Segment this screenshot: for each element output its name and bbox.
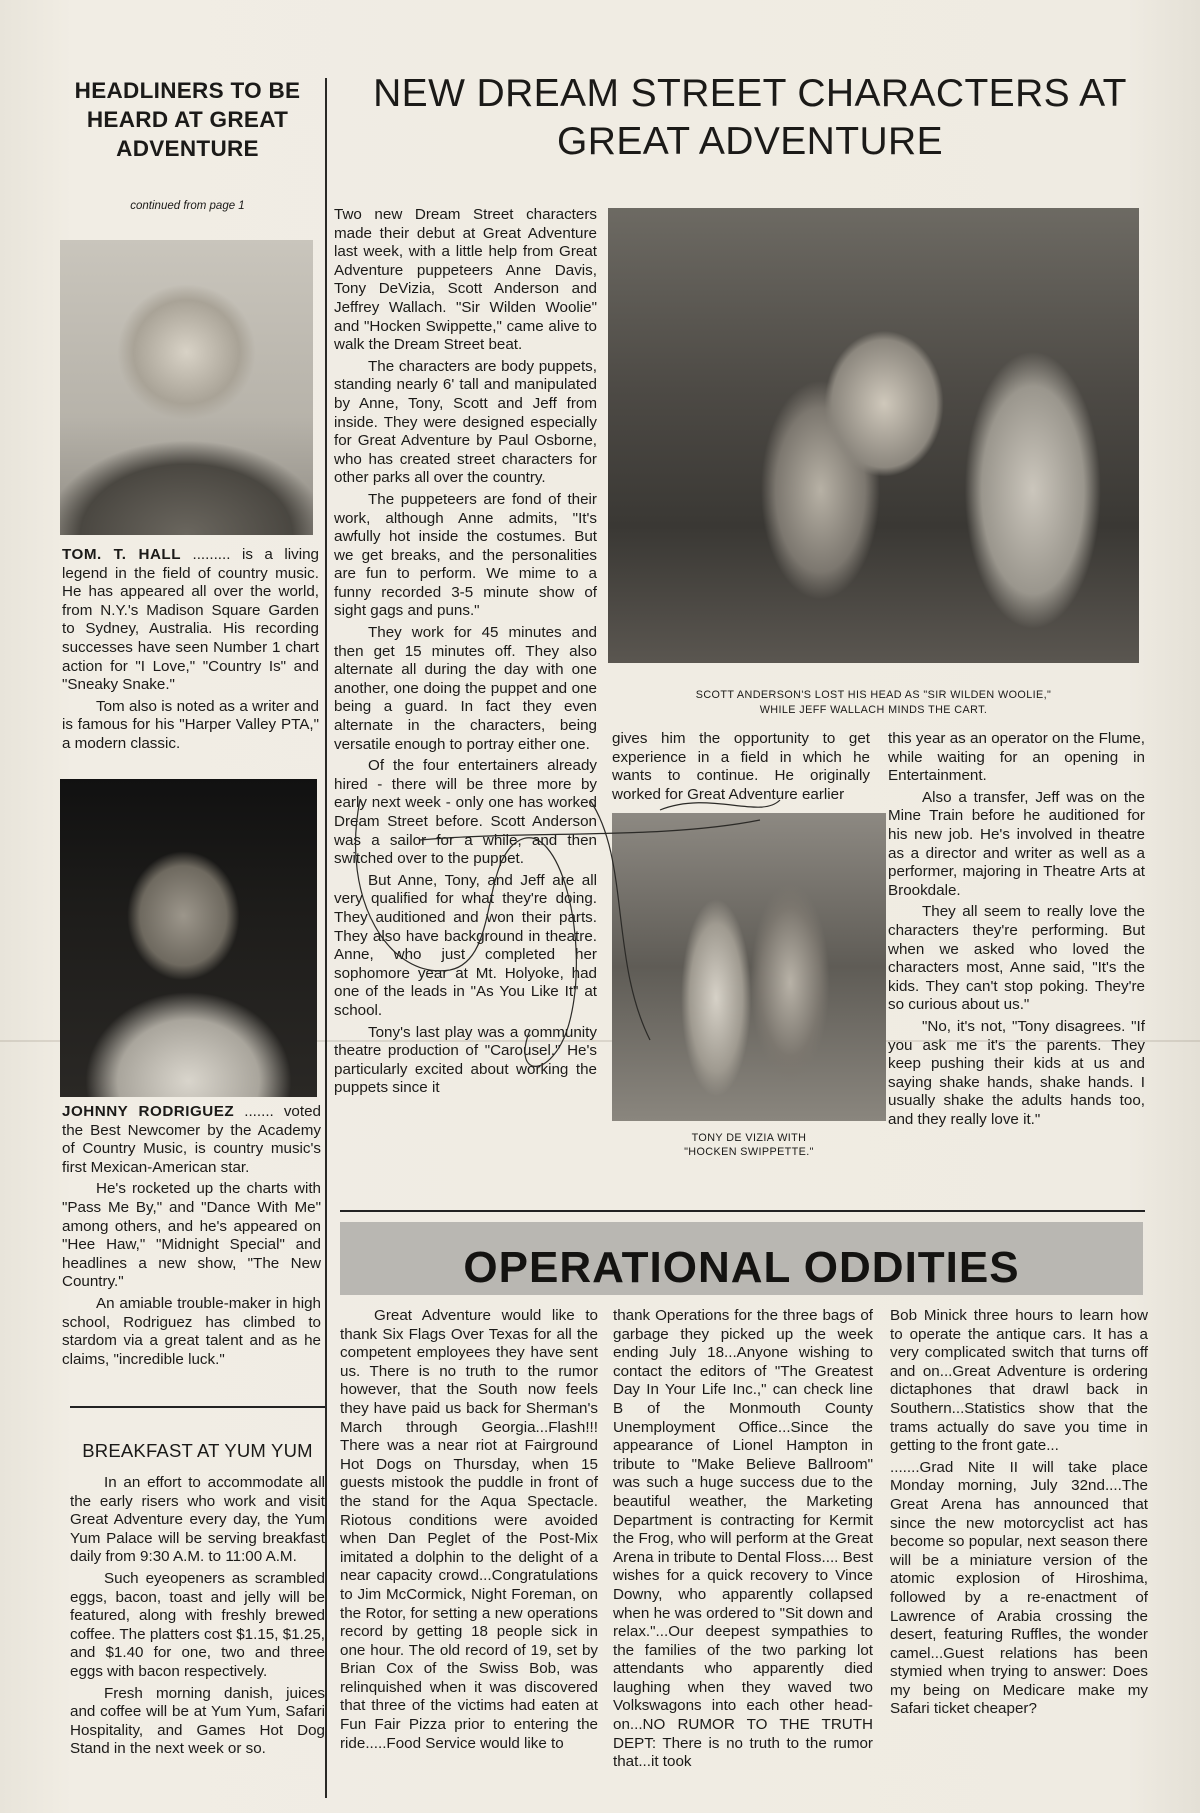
oddities-column-1 (340, 1307, 598, 1756)
breakfast-headline: BREAKFAST AT YUM YUM (82, 1440, 313, 1461)
dream-street-column-2 (612, 730, 870, 807)
dream-col3-paragraph-4: "No, it's not, "Tony disagrees. "If you ask me it's the parents. They keep pushing their kids at us and saying shake hands, shake hands. I usually shake the adults hands too, and they really love it." (888, 1017, 1145, 1128)
headliners-headline: HEADLINERS TO BE HEARD AT GREAT ADVENTURE (74, 78, 301, 161)
dream-paragraph-6: But Anne, Tony, and Jeff are all very qualified for what they're doing. They auditioned and won their parts. They also have background in theatre. Anne, who just completed her sophomore year at Mt. Holyoke, had one of the leads in "As You Like It" at school. (334, 871, 597, 1019)
tom-t-hall-photo (60, 240, 313, 535)
oddities-banner (340, 1222, 1143, 1295)
dream-paragraph-3: The puppeteers are fond of their work, although Anne admits, "It's awfully hot inside the costumes. But we get breaks, and the personalities are fun to perform. We mime to a funny recorded 3-5 minute show of sight gags and puns." (334, 490, 597, 620)
breakfast-paragraph-1: In an effort to accommodate all the early risers who work and visit Great Adventure every day, the Yum Yum Palace will be serving breakfast daily from 9:30 A.M. to 11:00 A.M. (70, 1474, 325, 1566)
sir-wilden-woolie-photo (608, 208, 1139, 663)
dream-paragraph-1: Two new Dream Street characters made their debut at Great Adventure last week, with a little help from Great Adventure puppeteers Anne Davis, Tony DeVizia, Scott Anderson and Jeffrey Wallach. "Sir Wilden Woolie" and "Hocken Swippette," came alive to walk the Dream Street beat. (334, 206, 597, 354)
oddities-headline: OPERATIONAL ODDITIES (463, 1243, 1020, 1292)
dream-paragraph-5: Of the four entertainers already hired - there will be three more by early next week - only one has worked Dream Street before. Scott Anderson was a sailor for a while, and then switched over to the puppet. (334, 757, 597, 868)
dream-paragraph-7: Tony's last play was a community theatre production of "Carousel." He's particularly excited about working the puppets since it (334, 1023, 597, 1097)
oddities-column-2 (613, 1307, 873, 1775)
dream-col3-paragraph-1: this year as an operator on the Flume, while waiting for an opening in Entertainment. (888, 730, 1145, 785)
dream-paragraph-2: The characters are body puppets, standing nearly 6' tall and manipulated by Anne, Tony, Scott and Jeff from inside. They were designed especially for Great Adventure by Paul Osborne, who has created street characters for other parks all over the country. (334, 357, 597, 487)
dream-paragraph-4: They work for 45 minutes and then get 15 minutes off. They also alternate all during the day with one another, one doing the puppet and one being a guard. In fact they even alternate in the characters, being versatile enough to portray either one. (334, 624, 597, 753)
hall-paragraph-2: Tom also is noted as a writer and is famous for his "Harper Valley PTA," a modern classic. (62, 697, 319, 752)
oddities-col2-text: thank Operations for the three bags of garbage they picked up the week ending July 18...Anyone wishing to contact the editors of "The Greatest Day In Your Life Inc.," can check line B of the Monmouth County Unemployment Office...Since the appearance of Lionel Hampton in tribute to "Make Believe Ballroom" was such a huge success due to the beautiful weather, the Marketing Department is contracting for Kermit the Frog, who will perform at the Great Arena in tribute to Dental Floss.... Best wishes for a quick recovery to Vince Downy, who apparently collapsed when he was ordered to "Sit down and relax."...Our deepest sympathies to the families of the two parking lot attendants who apparently died laughing when they waved two Volkswagons into each other head-on...NO RUMOR TO THE TRUTH DEPT: There is no truth to the rumor that...it took (613, 1307, 873, 1771)
hocken-swippette-photo (612, 813, 886, 1121)
tony-caption-line-2: "HOCKEN SWIPPETTE." (684, 1146, 814, 1158)
hall-dots: ......... (180, 546, 231, 563)
oddities-top-rule (340, 1210, 1145, 1212)
tom-t-hall-bio (62, 546, 319, 757)
dream-col3-paragraph-3: They all seem to really love the characters they're performing. But when we asked who loved the characters most, Anne said, "It's the kids. They can't stop poking. They're so curious about us." (888, 903, 1145, 1014)
oddities-col1-text: Great Adventure would like to thank Six Flags Over Texas for all the competent employees they have sent us. There is no truth to the rumor however, that the South now feels they have paid us back for Sherman's March through Georgia...Flash!!! There was a near riot at Fairground Hot Dogs on Thursday, when 15 guests mistook the puddle in front of the stand for the Aqua Spectacle. Riotous conditions were avoided when Dan Peglet of the Post-Mix imitated a dolphin to the delight of a near capacity crowd...Congratulations to Jim McCormick, Night Foreman, on the Rotor, for setting a new operations record by getting 18 people sick in one hour. The old record of 19, set by Brian Cox of the Swiss Bob, was relinquished when it was discovered that three of the victims had eaten at Fun Fair Pizza prior to entering the ride.....Food Service would like to (340, 1307, 598, 1752)
column-rule (325, 78, 327, 1798)
johnny-rodriguez-bio (62, 1103, 321, 1372)
continued-note: continued from page 1 (130, 200, 245, 212)
breakfast-article (70, 1474, 325, 1762)
breakfast-paragraph-2: Such eyeopeners as scrambled eggs, bacon, toast and jelly will be featured, along with freshly brewed coffee. The platters cost $1.15, $1.25, and $1.40 for one, two and three eggs with bacon respectively. (70, 1569, 325, 1680)
dream-street-column-3 (888, 730, 1145, 1132)
breakfast-paragraph-3: Fresh morning danish, juices and coffee will be at Yum Yum, Safari Hospitality, and Games Hot Dog Stand in the next week or so. (70, 1684, 325, 1758)
dream-col2-paragraph: gives him the opportunity to get experience in a field in which he wants to continue. He originally worked for Great Adventure earlier (612, 730, 870, 803)
hall-name: TOM. T. HALL (62, 546, 181, 563)
tony-caption (612, 1131, 886, 1159)
wilden-caption (608, 688, 1139, 718)
rodriguez-paragraph-3: An amiable trouble-maker in high school, Rodriguez has climbed to stardom via a great talent and as he claims, "incredible luck." (62, 1294, 321, 1368)
rodriguez-paragraph-1: voted the Best Newcomer by the Academy of Country Music, is country music's first Mexican-American star. (62, 1103, 321, 1176)
section-divider (70, 1406, 325, 1408)
oddities-column-3 (890, 1307, 1148, 1722)
dream-street-headline: NEW DREAM STREET CHARACTERS AT GREAT ADVENTURE (373, 72, 1127, 163)
dream-col3-paragraph-2: Also a transfer, Jeff was on the Mine Train before he auditioned for his new job. He's involved in theatre as a director and writer as well as a performer, majoring in Theatre Arts at Brookdale. (888, 788, 1145, 899)
oddities-col3-text-2: .......Grad Nite II will take place Monday morning, July 32nd....The Great Arena has announced that since the new motorcyclist act has become so popular, next season there will be a miniature version of the atomic explosion of Hiroshima, followed by a re-enactment of Lawrence of Arabia crossing the desert, featuring Ruffles, the wonder camel...Guest relations has been stymied when trying to answer: Does my being on Medicare make my Safari ticket cheaper? (890, 1458, 1148, 1718)
wilden-caption-line-2: WHILE JEFF WALLACH MINDS THE CART. (759, 704, 988, 716)
oddities-col3-text-1: Bob Minick three hours to learn how to operate the antique cars. It has a very complicated switch that turns off and on...Great Adventure is ordering dictaphones that drawl back in Southern...Statistics show that the trams actually do save you time in getting to the front gate... (890, 1307, 1148, 1455)
rodriguez-dots: ....... (234, 1103, 274, 1120)
johnny-rodriguez-photo (60, 779, 317, 1097)
dream-street-column-1 (334, 206, 597, 1101)
rodriguez-name: JOHNNY RODRIGUEZ (62, 1103, 235, 1120)
rodriguez-paragraph-2: He's rocketed up the charts with "Pass Me By," and "Dance With Me" among others, and he's appeared on "Hee Haw," "Midnight Special" and headlines a new show, "The New Country." (62, 1180, 321, 1291)
hall-paragraph-1: is a living legend in the field of country music. He has appeared all over the world, from N.Y.'s Madison Square Garden to Sydney, Australia. His recording successes have seen Number 1 chart action for "I Love," "Country Is" and "Sneaky Snake." (62, 546, 319, 694)
wilden-caption-line-1: SCOTT ANDERSON'S LOST HIS HEAD AS "SIR WILDEN WOOLIE," (695, 689, 1052, 701)
tony-caption-line-1: TONY DE VIZIA WITH (691, 1132, 807, 1144)
